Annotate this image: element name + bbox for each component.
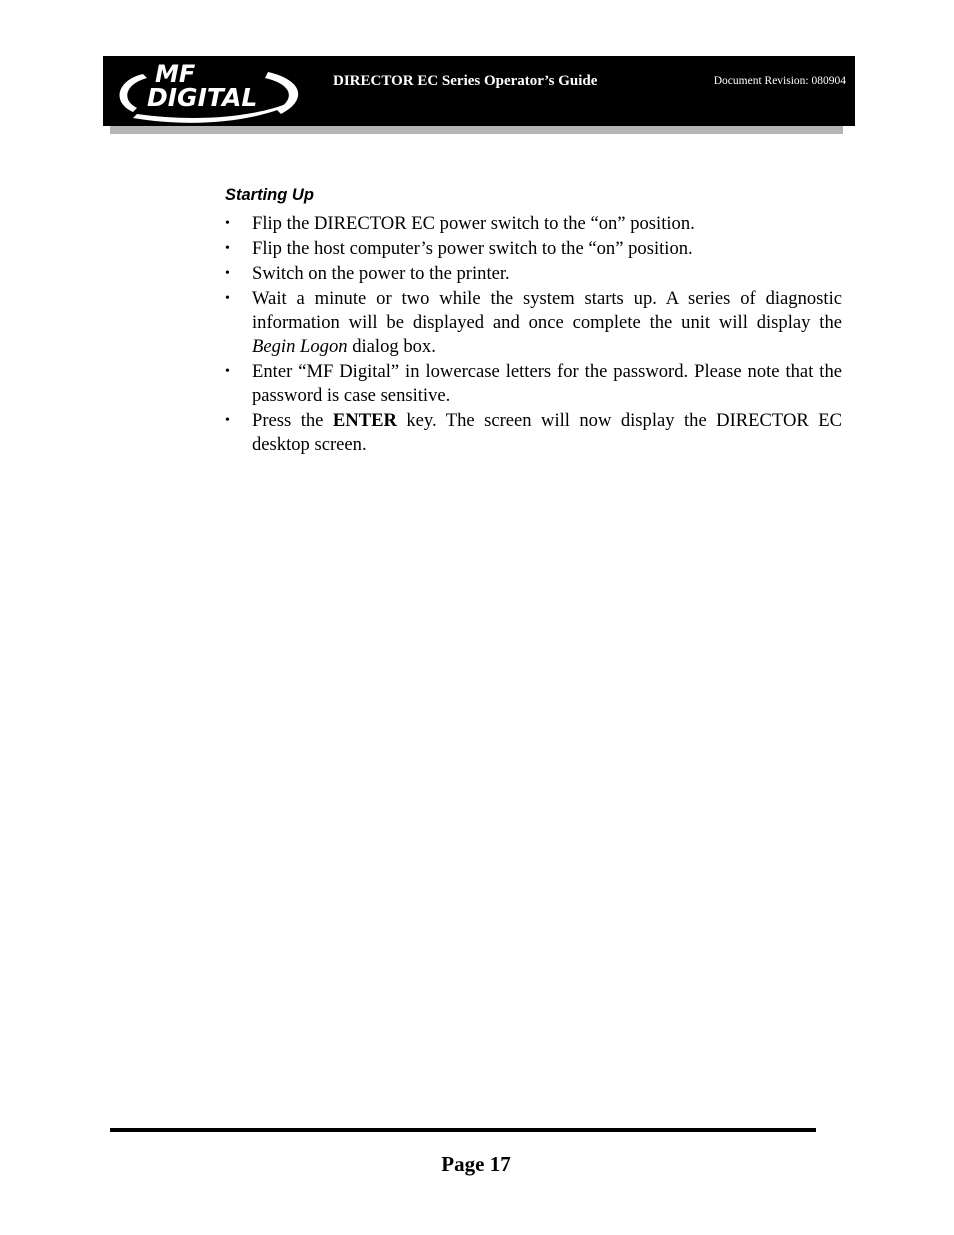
bullet-icon: • (225, 291, 230, 306)
list-item-text: Press the (252, 410, 333, 431)
list-item (225, 409, 842, 457)
bullet-icon: • (225, 266, 230, 281)
main-content (225, 184, 842, 458)
key-name: ENTER (332, 410, 397, 431)
list-item-text: key. The screen will now display the DIRECTOR EC desktop screen. (252, 410, 842, 455)
list-item (225, 360, 842, 408)
bullet-icon: • (225, 413, 230, 428)
mf-digital-logo (103, 56, 308, 126)
list-item (225, 287, 842, 359)
dialog-name: Begin Logon (252, 336, 348, 357)
logo-text-mf: MF (155, 60, 196, 88)
page-header (103, 56, 855, 126)
list-item-text: dialog box. (347, 336, 436, 357)
list-item-text: Switch on the power to the printer. (252, 263, 510, 284)
document-revision: Document Revision: 080904 (713, 75, 846, 87)
bullet-icon: • (225, 364, 230, 379)
page-number: Page 17 (441, 1152, 511, 1176)
list-item-text: Enter “MF Digital” in lowercase letters for the password. Please note that the password is case sensitive. (252, 361, 842, 406)
list-item (225, 212, 842, 236)
footer-divider (110, 1128, 816, 1132)
steps-list (225, 212, 842, 457)
list-item (225, 262, 842, 286)
logo-text-digital: DIGITAL (147, 83, 258, 112)
list-item-text: Wait a minute or two while the system starts up. A series of diagnostic information will be displayed and once complete the unit will display the (252, 288, 842, 333)
guide-title: DIRECTOR EC Series Operator’s Guide (333, 73, 598, 89)
section-heading: Starting Up (225, 186, 314, 204)
list-item-text: Flip the host computer’s power switch to the “on” position. (252, 238, 693, 259)
bullet-icon: • (225, 241, 230, 256)
bullet-icon: • (225, 216, 230, 231)
list-item-text: Flip the DIRECTOR EC power switch to the “on” position. (252, 213, 695, 234)
list-item (225, 237, 842, 261)
